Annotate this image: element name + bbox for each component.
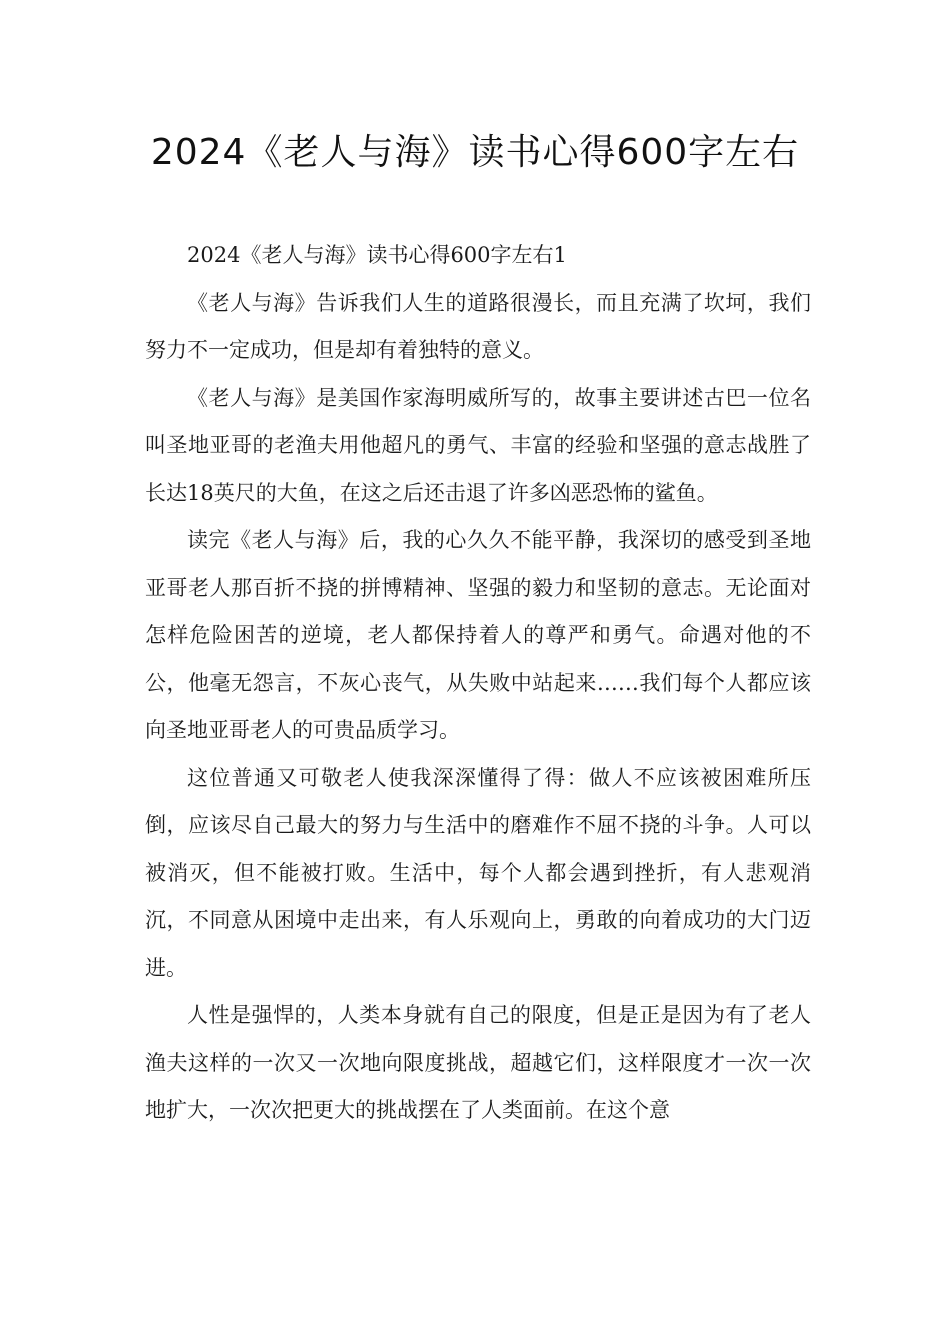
paragraph: 《老人与海》告诉我们人生的道路很漫长，而且充满了坎坷，我们努力不一定成功，但是却有着独特的意义。 (145, 290, 811, 362)
paragraph: 《老人与海》是美国作家海明威所写的，故事主要讲述古巴一位名叫圣地亚哥的老渔夫用他超凡的勇气、丰富的经验和坚强的意志战胜了长达18英尺的大鱼，在这之后还击退了许多凶恶恐怖的鲨鱼。 (145, 385, 811, 505)
paragraph: 读完《老人与海》后，我的心久久不能平静，我深切的感受到圣地亚哥老人那百折不挠的拼博精神、坚强的毅力和坚韧的意志。无论面对怎样危险困苦的逆境，老人都保持着人的尊严和勇气。命遇对他的不公，他毫无怨言，不灰心丧气，从失败中站起来……我们每个人都应该向圣地亚哥老人的可贵品质学习。 (145, 528, 811, 742)
section-heading: 2024《老人与海》读书心得600字左右1 (187, 243, 567, 267)
document-title: 2024《老人与海》读书心得600字左右 (150, 132, 800, 173)
document-body (145, 232, 811, 1135)
paragraph: 人性是强悍的，人类本身就有自己的限度，但是正是因为有了老人渔夫这样的一次又一次地向限度挑战，超越它们，这样限度才一次一次地扩大，一次次把更大的挑战摆在了人类面前。在这个意 (145, 1003, 811, 1122)
paragraph: 这位普通又可敬老人使我深深懂得了得：做人不应该被困难所压倒，应该尽自己最大的努力与生活中的磨难作不屈不挠的斗争。人可以被消灭，但不能被打败。生活中，每个人都会遇到挫折，有人悲观消沉，不同意从困境中走出来，有人乐观向上，勇敢的向着成功的大门迈进。 (145, 765, 811, 980)
